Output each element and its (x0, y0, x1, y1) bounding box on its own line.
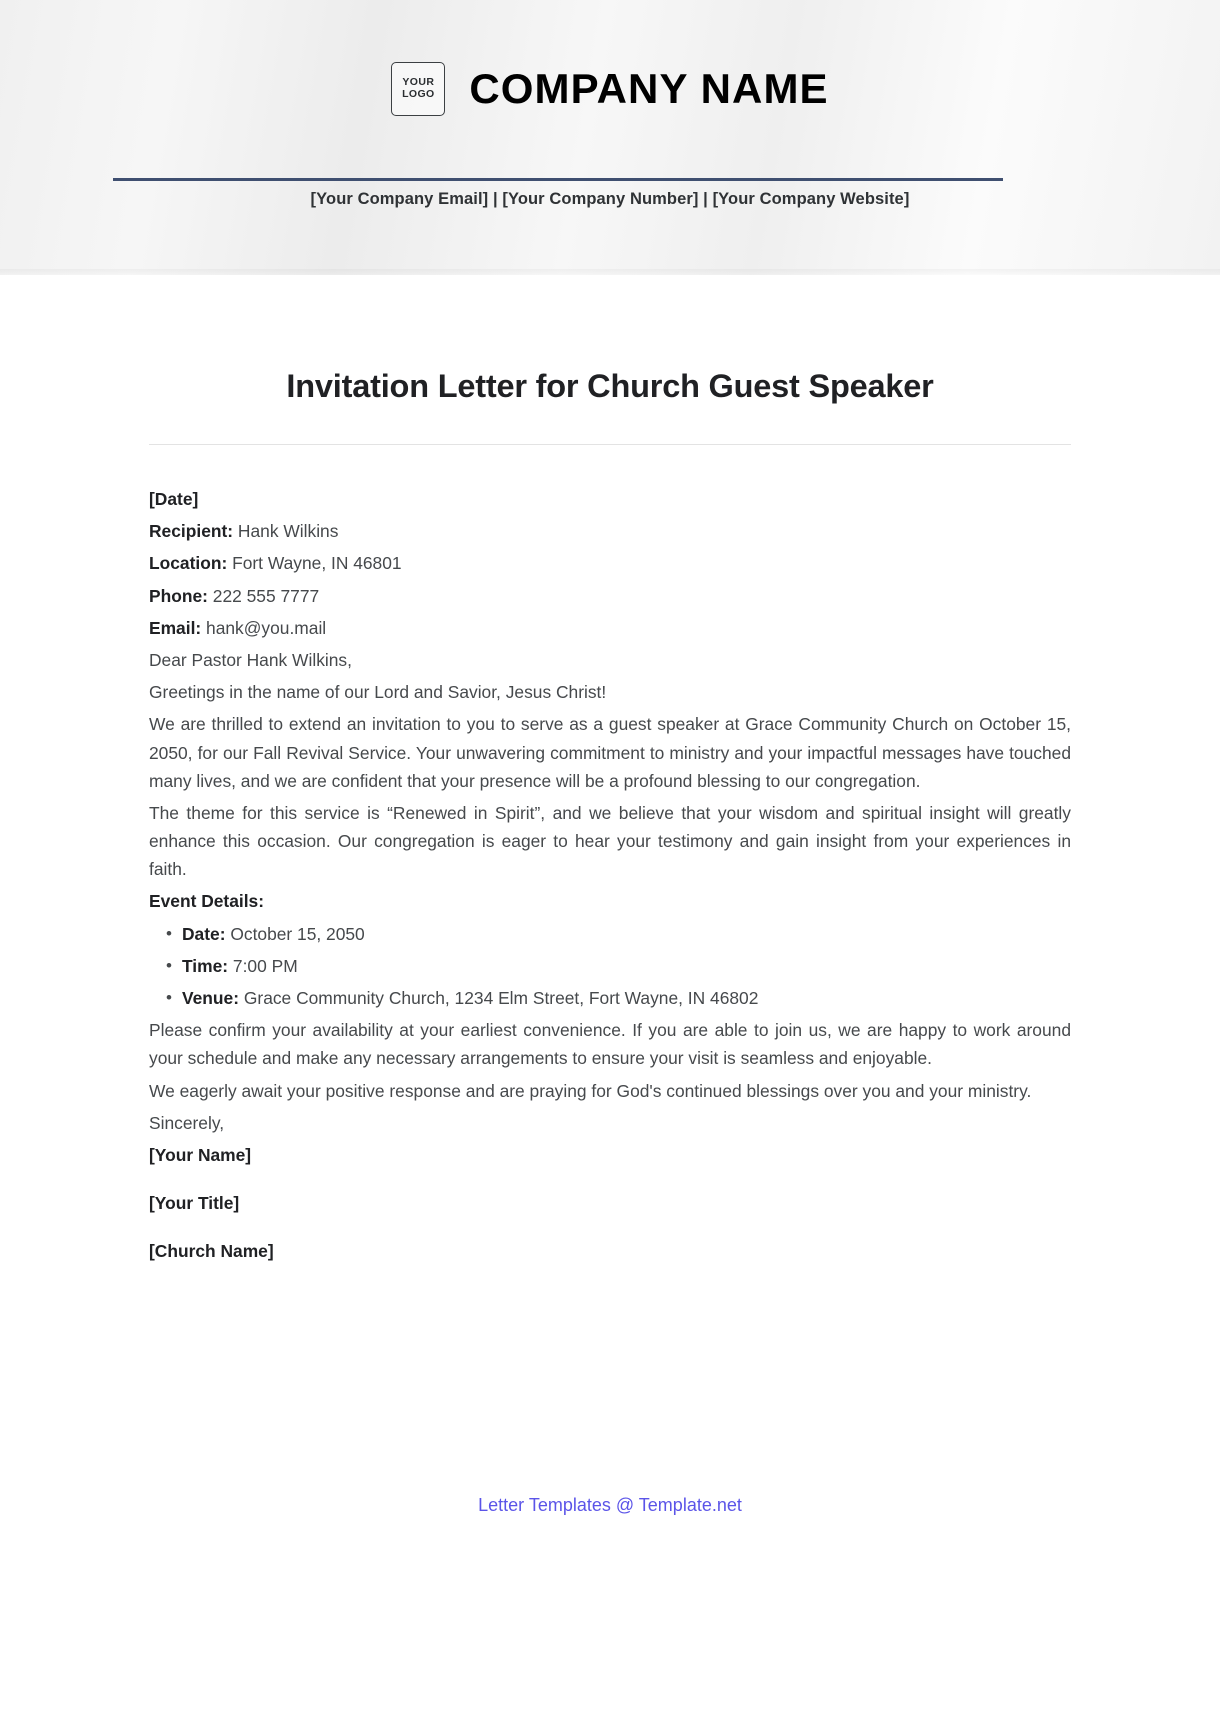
field-phone-label: Phone: (149, 585, 208, 606)
body-paragraph-4: We eagerly await your positive response and are praying for God's continued blessings over you and your ministry. (149, 1080, 1032, 1101)
event-detail-label: Venue: (182, 988, 240, 1008)
company-name: COMPANY NAME (469, 65, 829, 112)
field-date-label: [Date] (149, 489, 199, 509)
field-phone (149, 582, 1071, 610)
logo-text-line-1: YOUR (402, 76, 435, 89)
body-paragraph-1: We are thrilled to extend an invitation to you to serve as a guest speaker at Grace Community Church on October 15, 2050, for our Fall Revival Service. Your unwavering commitment to ministry and your impactful messages have touched many lives, and we are confident that your presence will be a profound blessing to our congregation. (149, 714, 1071, 791)
field-email-value: hank@you.mail (206, 617, 327, 638)
event-details-heading: Event Details: (149, 891, 265, 912)
field-email-label: Email: (149, 617, 202, 638)
field-location (149, 549, 1071, 577)
field-location-label: Location: (149, 553, 228, 574)
event-detail-value: October 15, 2050 (230, 923, 365, 944)
body-paragraph-2: The theme for this service is “Renewed in Spirit”, and we believe that your wisdom and spiritual insight will greatly enhance this occasion. Our congregation is eager to hear your testimony and gain insight from your experiences in faith. (149, 802, 1071, 880)
header-divider-rule (113, 178, 1003, 181)
salutation: Dear Pastor Hank Wilkins, (149, 649, 352, 670)
event-detail-value: Grace Community Church, 1234 Elm Street, Fort Wayne, IN 46802 (243, 988, 759, 1008)
field-recipient-value: Hank Wilkins (237, 521, 339, 542)
event-detail-label: Time: (182, 955, 229, 976)
template-net-link[interactable]: Letter Templates @ Template.net (478, 1495, 742, 1515)
letter-document (0, 275, 1220, 1270)
list-item (182, 920, 1071, 948)
signature-organization: [Church Name] (149, 1241, 274, 1262)
logo-text-line-2: LOGO (402, 88, 435, 100)
document-header-band (0, 0, 1220, 275)
signature-name: [Your Name] (149, 1144, 252, 1165)
signature-title: [Your Title] (149, 1193, 240, 1214)
field-recipient-label: Recipient: (149, 521, 234, 542)
footer-attribution[interactable] (0, 1495, 1220, 1516)
event-details-list (149, 920, 1071, 1013)
your-logo-placeholder-icon (391, 62, 445, 116)
event-detail-label: Date: (182, 923, 226, 944)
field-date (149, 485, 1071, 513)
field-phone-value: 222 555 7777 (212, 585, 320, 606)
closing-line: Sincerely, (149, 1112, 225, 1133)
list-item (182, 984, 1071, 1012)
field-location-value: Fort Wayne, IN 46801 (232, 553, 402, 574)
event-detail-value: 7:00 PM (232, 955, 298, 976)
page-title: Invitation Letter for Church Guest Speaker (286, 368, 934, 404)
field-email (149, 614, 1071, 642)
letter-body (149, 445, 1071, 1266)
field-recipient (149, 517, 1071, 545)
greeting-line: Greetings in the name of our Lord and Savior, Jesus Christ! (149, 682, 607, 703)
list-item (182, 952, 1071, 980)
company-contact-line: [Your Company Email] | [Your Company Number] | [Your Company Website] (310, 190, 910, 208)
body-paragraph-3: Please confirm your availability at your earliest convenience. If you are able to join us, we are happy to work around your schedule and make any necessary arrangements to ensure your visit is seamless and enjoyable. (149, 1020, 1071, 1069)
brand-row (0, 62, 1220, 116)
